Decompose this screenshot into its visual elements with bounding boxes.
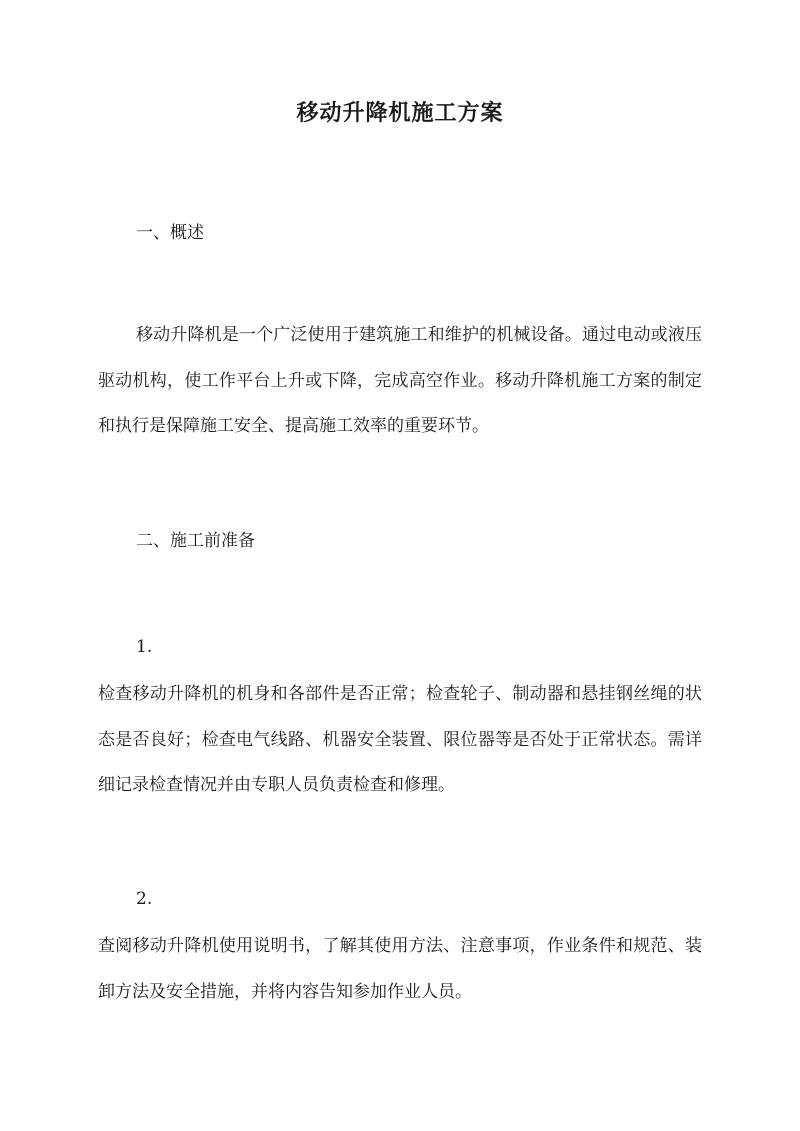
section-heading-preparation: 二、施工前准备 (136, 531, 255, 551)
list-item-text-2: 查阅移动升降机使用说明书，了解其使用方法、注意事项，作业条件和规范、装卸方法及安全措施，并将内容告知参加作业人员。 (98, 936, 702, 1002)
document-title: 移动升降机施工方案 (296, 100, 504, 126)
list-item-number-2: 2. (136, 889, 153, 909)
section-heading-overview: 一、概述 (136, 223, 204, 243)
list-item-text-1: 检查移动升降机的机身和各部件是否正常；检查轮子、制动器和悬挂钢丝绳的状态是否良好；检查电气线路、机器安全装置、限位器等是否处于正常状态。需详细记录检查情况并由专职人员负责检查和修理。 (98, 684, 702, 795)
list-item-number-1: 1. (136, 637, 153, 657)
overview-paragraph: 移动升降机是一个广泛使用于建筑施工和维护的机械设备。通过电动或液压驱动机构，使工作平台上升或下降，完成高空作业。移动升降机施工方案的制定和执行是保障施工安全、提高施工效率的重要环节。 (98, 325, 702, 436)
